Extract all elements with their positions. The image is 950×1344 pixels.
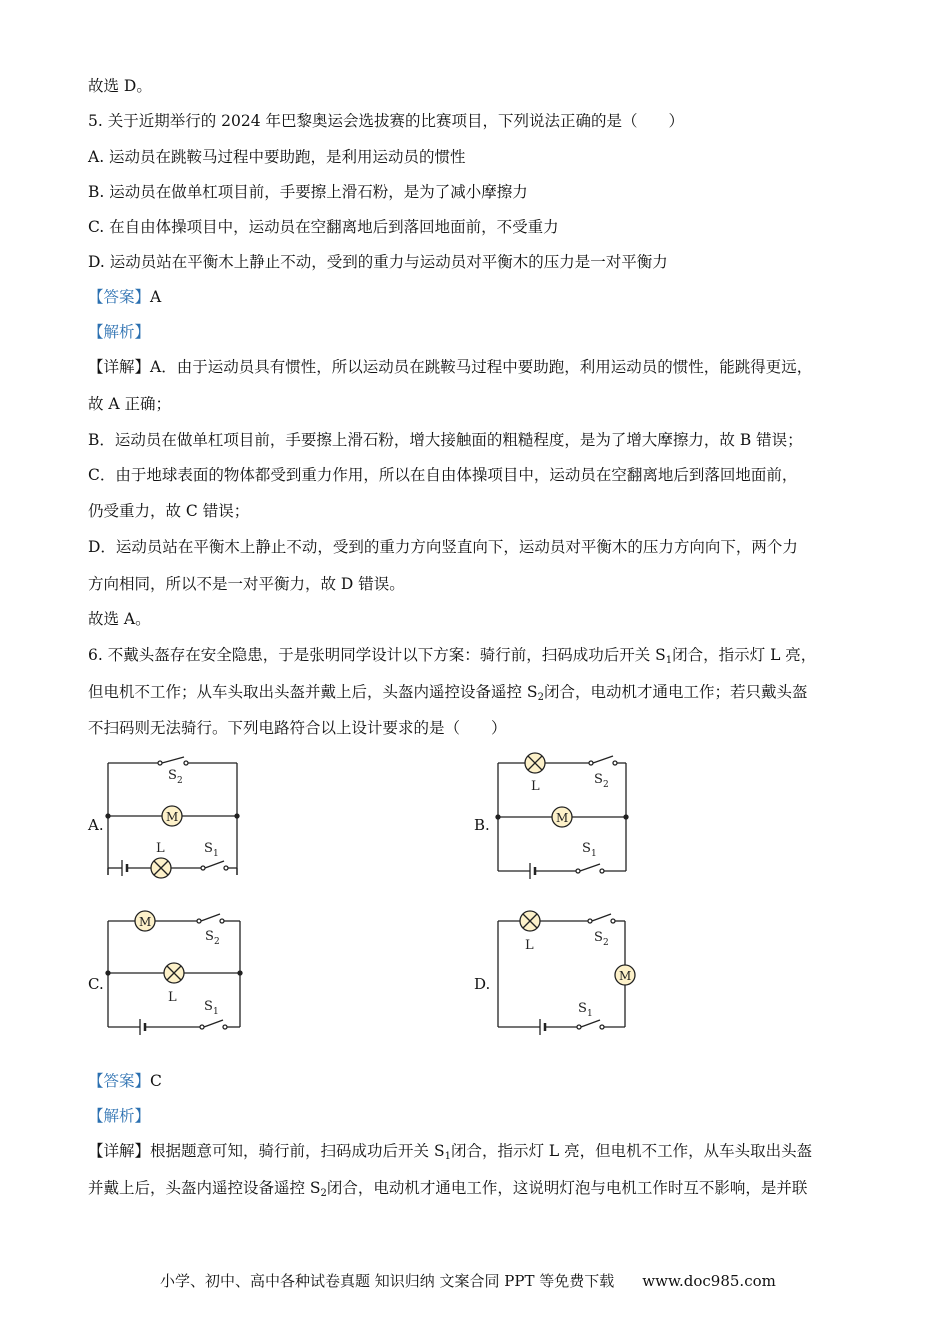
svg-text:S: S bbox=[168, 768, 177, 783]
q6-stem-line-3: 不扫码则无法骑行。下列电路符合以上设计要求的是（ ） bbox=[88, 719, 507, 737]
option-label-b: B. bbox=[474, 816, 490, 834]
svg-text:2: 2 bbox=[603, 938, 609, 948]
q5-conclusion: 故选 A。 bbox=[88, 610, 151, 628]
q5-option-c: C. 在自由体操项目中，运动员在空翻离地后到落回地面前，不受重力 bbox=[88, 218, 559, 236]
q6-analysis-tag: 【解析】 bbox=[88, 1107, 151, 1125]
circuit-c bbox=[100, 905, 250, 1040]
detail-tag: 【详解】 bbox=[88, 358, 151, 376]
svg-text:M: M bbox=[556, 811, 569, 825]
svg-text:L: L bbox=[525, 938, 534, 953]
svg-text:L: L bbox=[531, 779, 540, 794]
svg-text:L: L bbox=[168, 990, 177, 1005]
svg-text:S: S bbox=[594, 930, 603, 945]
svg-text:1: 1 bbox=[213, 1007, 219, 1017]
footer-url[interactable]: www.doc985.com bbox=[642, 1272, 776, 1290]
q5-detail-line-5: 仍受重力，故 C 错误； bbox=[88, 502, 250, 520]
svg-text:M: M bbox=[166, 810, 179, 824]
q5-answer bbox=[88, 287, 161, 307]
option-label-a: A. bbox=[88, 816, 104, 834]
option-label-d: D. bbox=[474, 975, 491, 993]
q5-detail-line-3: B．运动员在做单杠项目前，手要擦上滑石粉，增大接触面的粗糙程度，是为了增大摩擦力，故 B 错误； bbox=[88, 431, 803, 449]
q5-option-b: B. 运动员在做单杠项目前，手要擦上滑石粉，是为了减小摩擦力 bbox=[88, 183, 528, 201]
svg-text:2: 2 bbox=[214, 937, 220, 947]
q5-detail-line-4: C．由于地球表面的物体都受到重力作用，所以在自由体操项目中，运动员在空翻离地后到落回地面前， bbox=[88, 466, 798, 484]
svg-text:S: S bbox=[205, 929, 214, 944]
svg-text:S: S bbox=[204, 999, 213, 1014]
svg-text:2: 2 bbox=[603, 780, 609, 790]
detail-text: A．由于运动员具有惯性，所以运动员在跳鞍马过程中要助跑，利用运动员的惯性，能跳得更远， bbox=[150, 358, 813, 376]
svg-text:1: 1 bbox=[213, 849, 219, 859]
q6-stem-line-1: 6. 不戴头盔存在安全隐患，于是张明同学设计以下方案：骑行前，扫码成功后开关 $S_1$闭合，指示灯 L 亮， bbox=[88, 646, 817, 666]
answer-value: C bbox=[150, 1072, 162, 1090]
q6-stem-line-2: 但电机不工作；从车头取出头盔并戴上后，头盔内遥控设备遥控 $S_2$闭合，电动机才通电工作；若只戴头盔 bbox=[88, 683, 808, 703]
q5-option-a: A. 运动员在跳鞍马过程中要助跑，是利用运动员的惯性 bbox=[88, 148, 466, 166]
q5-detail-line-7: 方向相同，所以不是一对平衡力，故 D 错误。 bbox=[88, 575, 405, 593]
q5-analysis-tag: 【解析】 bbox=[88, 323, 151, 341]
q5-detail-line-1 bbox=[88, 357, 812, 377]
svg-text:M: M bbox=[619, 969, 632, 983]
svg-text:M: M bbox=[139, 915, 152, 929]
q6-detail-line-1: 【详解】根据题意可知，骑行前，扫码成功后开关 $S_1$闭合，指示灯 L 亮，但电机不工作，从车头取出头盔 bbox=[88, 1142, 813, 1162]
svg-text:S: S bbox=[204, 841, 213, 856]
circuit-d bbox=[490, 905, 645, 1040]
circuit-b bbox=[490, 748, 635, 883]
svg-text:S: S bbox=[578, 1001, 587, 1016]
svg-text:2: 2 bbox=[177, 776, 183, 786]
q4-conclusion: 故选 D。 bbox=[88, 77, 152, 95]
q5-option-d: D. 运动员站在平衡木上静止不动，受到的重力与运动员对平衡木的压力是一对平衡力 bbox=[88, 253, 668, 271]
svg-text:L: L bbox=[156, 841, 165, 856]
page-footer bbox=[160, 1270, 776, 1291]
svg-text:S: S bbox=[582, 841, 591, 856]
q6-answer bbox=[88, 1071, 162, 1091]
svg-text:1: 1 bbox=[587, 1009, 593, 1019]
footer-text: 小学、初中、高中各种试卷真题 知识归纳 文案合同 PPT 等免费下载 bbox=[160, 1272, 615, 1290]
detail-tag: 【详解】 bbox=[88, 1142, 151, 1160]
q5-detail-line-6: D．运动员站在平衡木上静止不动，受到的重力方向竖直向下，运动员对平衡木的压力方向向下，两个力 bbox=[88, 538, 798, 556]
svg-text:S: S bbox=[594, 772, 603, 787]
svg-text:1: 1 bbox=[591, 849, 597, 859]
answer-tag: 【答案】 bbox=[88, 1072, 151, 1090]
answer-value: A bbox=[150, 288, 162, 306]
q5-stem: 5. 关于近期举行的 2024 年巴黎奥运会选拔赛的比赛项目，下列说法正确的是（ ） bbox=[88, 112, 685, 130]
circuit-a bbox=[100, 755, 245, 885]
q5-detail-line-2: 故 A 正确； bbox=[88, 395, 172, 413]
answer-tag: 【答案】 bbox=[88, 288, 151, 306]
option-label-c: C. bbox=[88, 975, 104, 993]
q6-detail-line-2: 并戴上后，头盔内遥控设备遥控 $S_2$闭合，电动机才通电工作，这说明灯泡与电机工作时互不影响，是并联 bbox=[88, 1179, 808, 1199]
